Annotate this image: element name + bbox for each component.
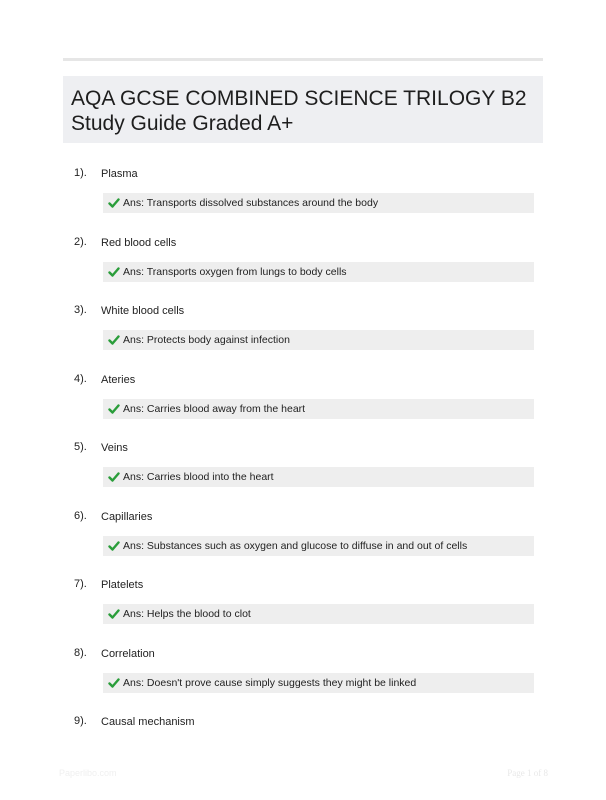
answer-box — [103, 536, 534, 556]
answer-box — [103, 604, 534, 624]
answer-text: Ans: Doesn't prove cause simply suggests they might be linked — [123, 677, 417, 689]
answer-box — [103, 673, 534, 693]
item-number: 8). — [74, 647, 87, 659]
answer-text: Ans: Substances such as oxygen and glucose to diffuse in and out of cells — [123, 540, 468, 552]
check-icon — [108, 471, 120, 483]
question-text: Causal mechanism — [101, 716, 195, 728]
question-text: Correlation — [101, 648, 155, 660]
check-icon — [108, 266, 120, 278]
item-number: 6). — [74, 510, 87, 522]
list-item — [63, 167, 543, 227]
item-number: 9). — [74, 715, 87, 727]
question-text: Capillaries — [101, 511, 153, 523]
list-item — [63, 236, 543, 296]
footer-watermark: Paperlibo.com — [59, 768, 117, 778]
question-text: Platelets — [101, 579, 144, 591]
question-text: Veins — [101, 442, 128, 454]
list-item — [63, 647, 543, 707]
answer-text: Ans: Transports oxygen from lungs to body cells — [123, 266, 347, 278]
answer-text: Ans: Carries blood away from the heart — [123, 403, 306, 415]
list-item — [63, 578, 543, 638]
title-line-2: Study Guide Graded A+ — [71, 112, 294, 135]
top-divider — [63, 58, 543, 61]
check-icon — [108, 608, 120, 620]
item-number: 2). — [74, 236, 87, 248]
check-icon — [108, 540, 120, 552]
answer-box — [103, 467, 534, 487]
answer-text: Ans: Helps the blood to clot — [123, 608, 251, 620]
answer-box — [103, 262, 534, 282]
answer-text: Ans: Carries blood into the heart — [123, 471, 274, 483]
list-item — [63, 715, 543, 775]
answer-box — [103, 330, 534, 350]
item-number: 4). — [74, 373, 87, 385]
title-line-1: AQA GCSE COMBINED SCIENCE TRILOGY B2 — [71, 87, 527, 110]
item-number: 3). — [74, 304, 87, 316]
answer-text: Ans: Protects body against infection — [123, 334, 290, 346]
page-title — [63, 76, 543, 143]
question-text: Red blood cells — [101, 237, 177, 249]
check-icon — [108, 403, 120, 415]
item-number: 1). — [74, 167, 87, 179]
question-text: Plasma — [101, 168, 138, 180]
item-number: 7). — [74, 578, 87, 590]
list-item — [63, 510, 543, 570]
answer-box — [103, 399, 534, 419]
list-item — [63, 373, 543, 433]
list-item — [63, 304, 543, 364]
answer-text: Ans: Transports dissolved substances around the body — [123, 197, 379, 209]
check-icon — [108, 197, 120, 209]
page-number: Page 1 of 8 — [507, 768, 548, 778]
answer-box — [103, 193, 534, 213]
question-text: White blood cells — [101, 305, 185, 317]
check-icon — [108, 334, 120, 346]
list-item — [63, 441, 543, 501]
item-number: 5). — [74, 441, 87, 453]
check-icon — [108, 677, 120, 689]
question-text: Ateries — [101, 374, 136, 386]
